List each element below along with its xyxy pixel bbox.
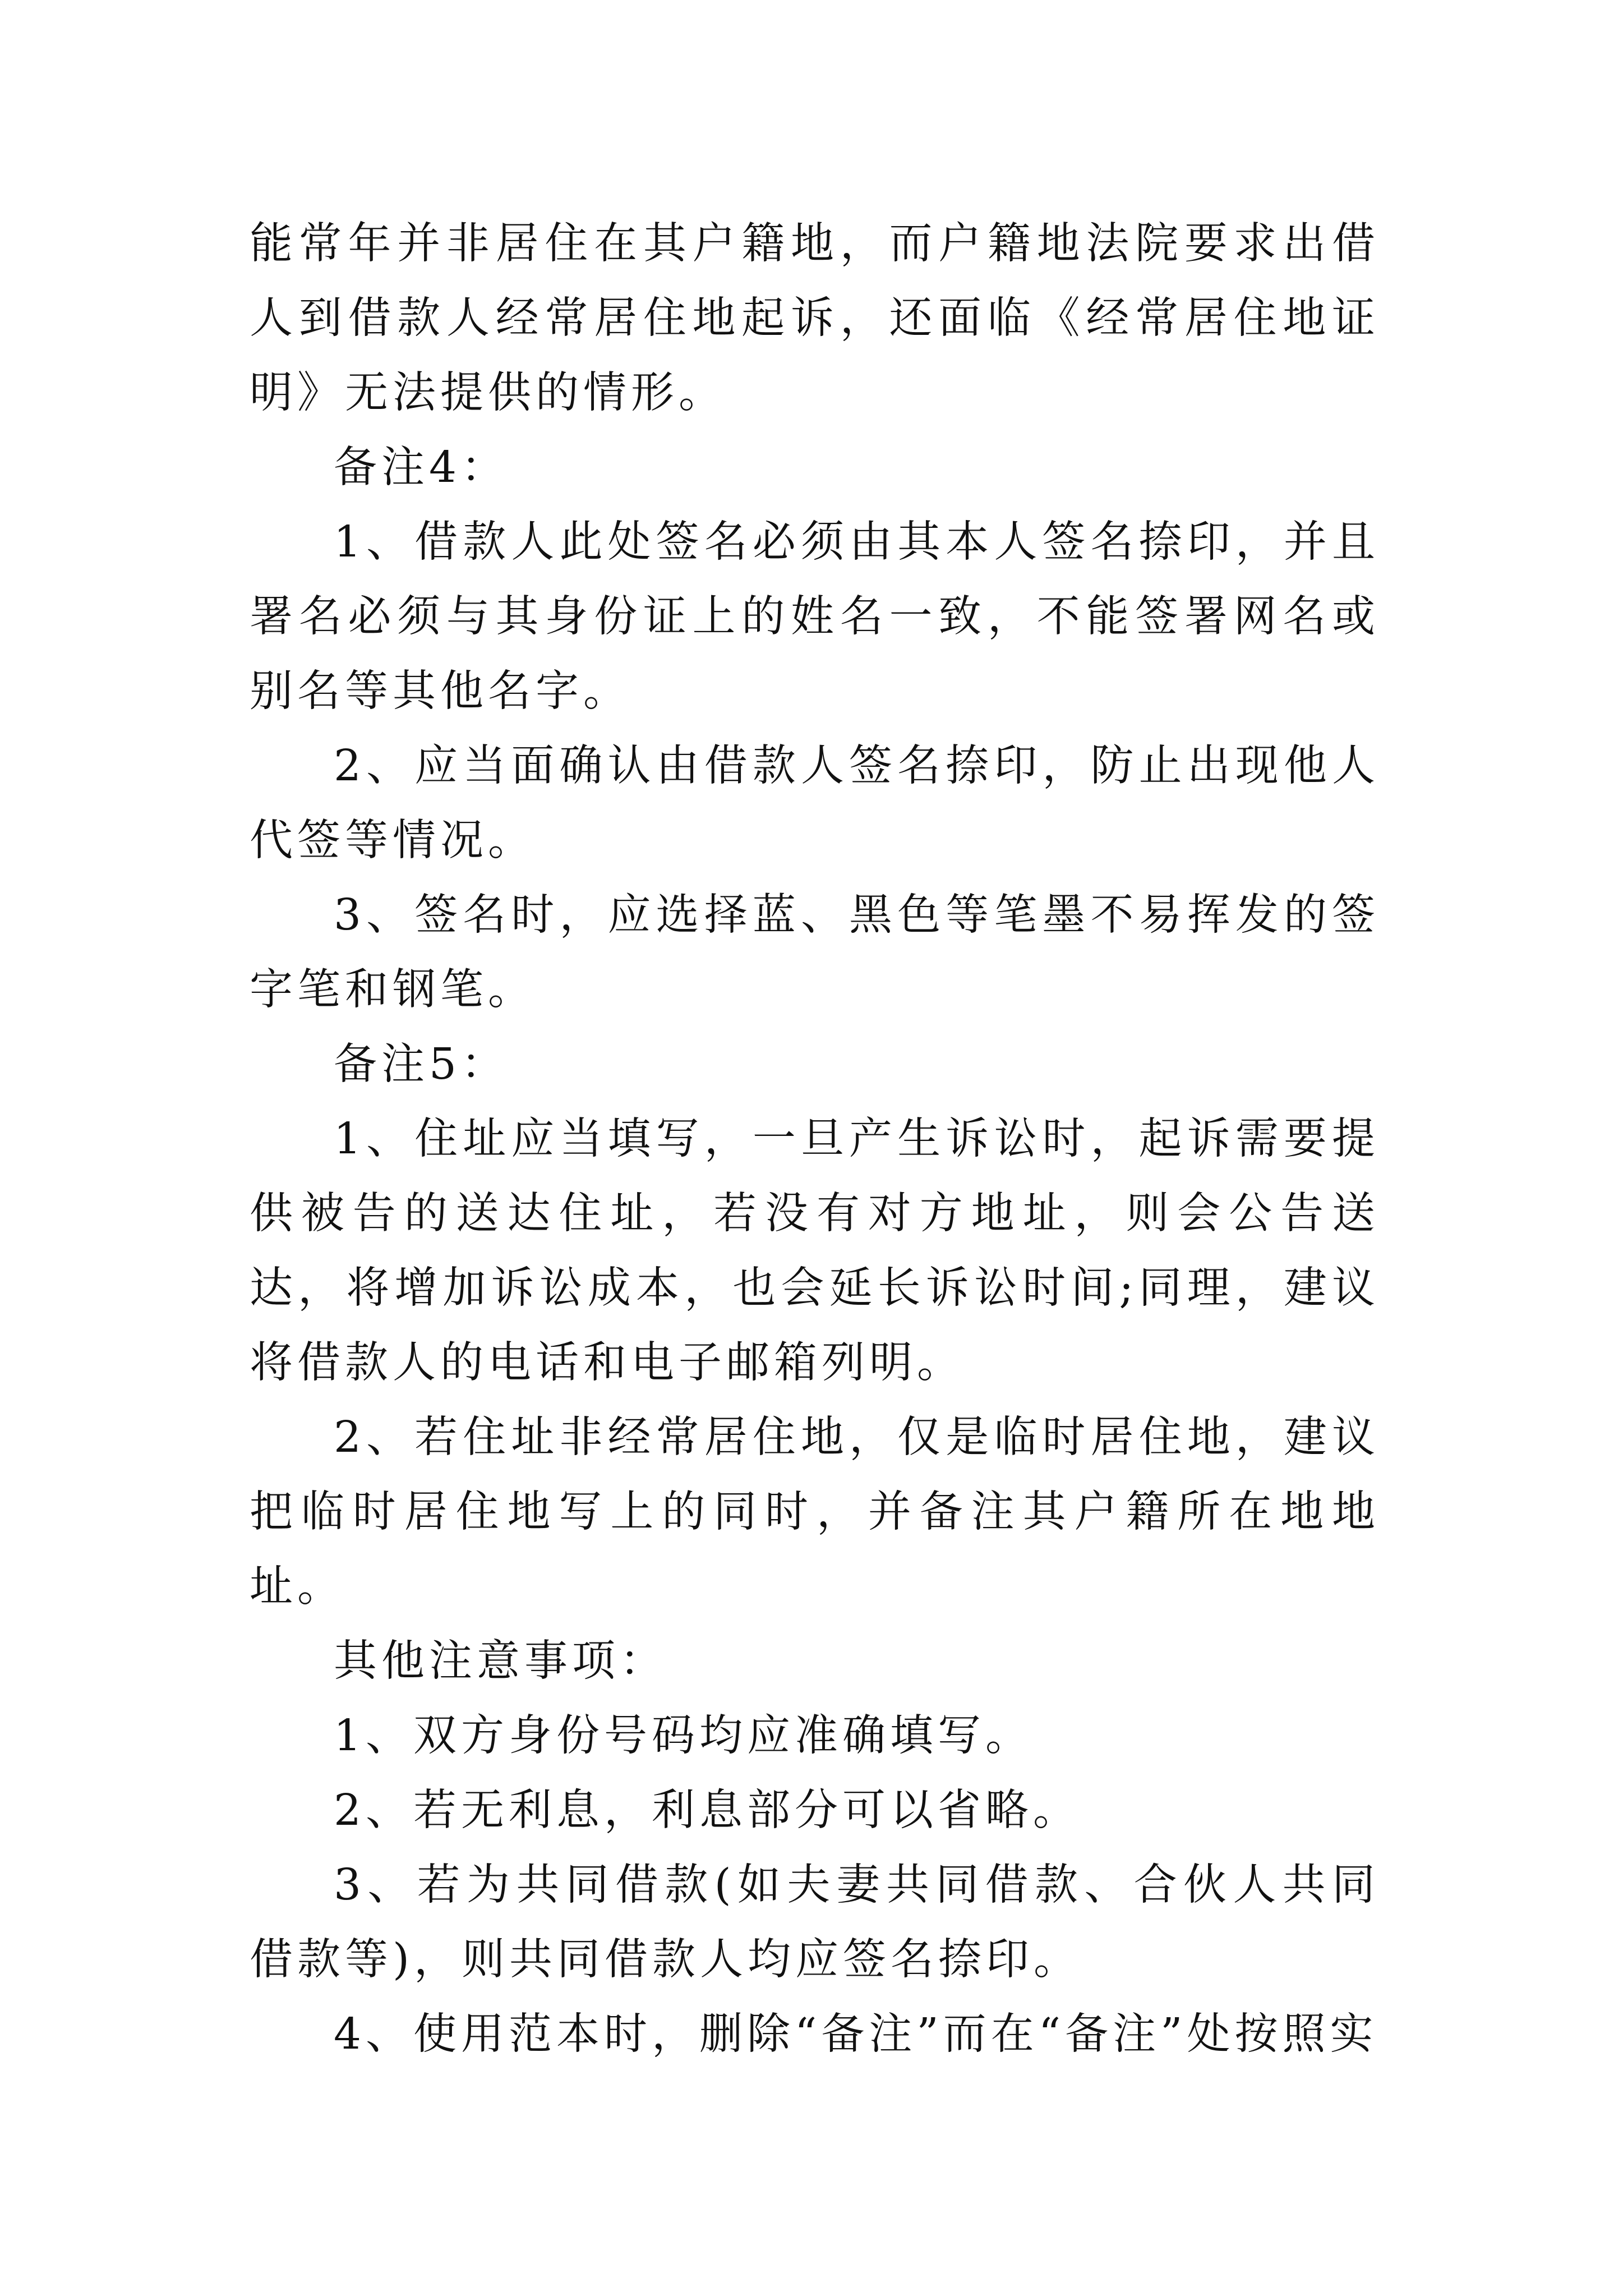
note-5-item-1: 1、住址应当填写，一旦产生诉讼时，起诉需要提供被告的送达住址，若没有对方地址，则会公告送达，将增加诉讼成本，也会延长诉讼时间;同理，建议将借款人的电话和电子邮箱列明。 [250, 1114, 1380, 1388]
note-4-item-2: 2、应当面确认由借款人签名捺印，防止出现他人代签等情况。 [250, 741, 1380, 866]
heading-note-4: 备注4： [334, 443, 509, 493]
note-4-item-1: 1、借款人此处签名必须由其本人签名捺印，并且署名必须与其身份证上的姓名一致，不能签署网名或别名等其他名字。 [250, 517, 1380, 716]
other-note-item-4: 4、使用范本时，删除“备注”而在“备注”处按照实 [334, 2009, 1378, 2059]
note-4-item-3: 3、签名时，应选择蓝、黑色等笔墨不易挥发的签字笔和钢笔。 [250, 890, 1380, 1015]
other-note-item-3: 3、若为共同借款(如夫妻共同借款、合伙人共同借款等)，则共同借款人均应签名捺印。 [250, 1860, 1380, 1985]
document-body [250, 206, 1380, 2072]
heading-other-notes: 其他注意事项： [334, 1636, 667, 1686]
heading-note-5: 备注5： [334, 1039, 509, 1089]
other-note-item-2: 2、若无利息，利息部分可以省略。 [334, 1786, 1081, 1835]
paragraph-continued: 能常年并非居住在其户籍地，而户籍地法院要求出借人到借款人经常居住地起诉，还面临《经常居住地证明》无法提供的情形。 [250, 219, 1380, 418]
other-note-item-1: 1、双方身份号码均应准确填写。 [334, 1711, 1033, 1761]
note-5-item-2: 2、若住址非经常居住地，仅是临时居住地，建议把临时居住地写上的同时，并备注其户籍所在地地址。 [250, 1412, 1380, 1612]
